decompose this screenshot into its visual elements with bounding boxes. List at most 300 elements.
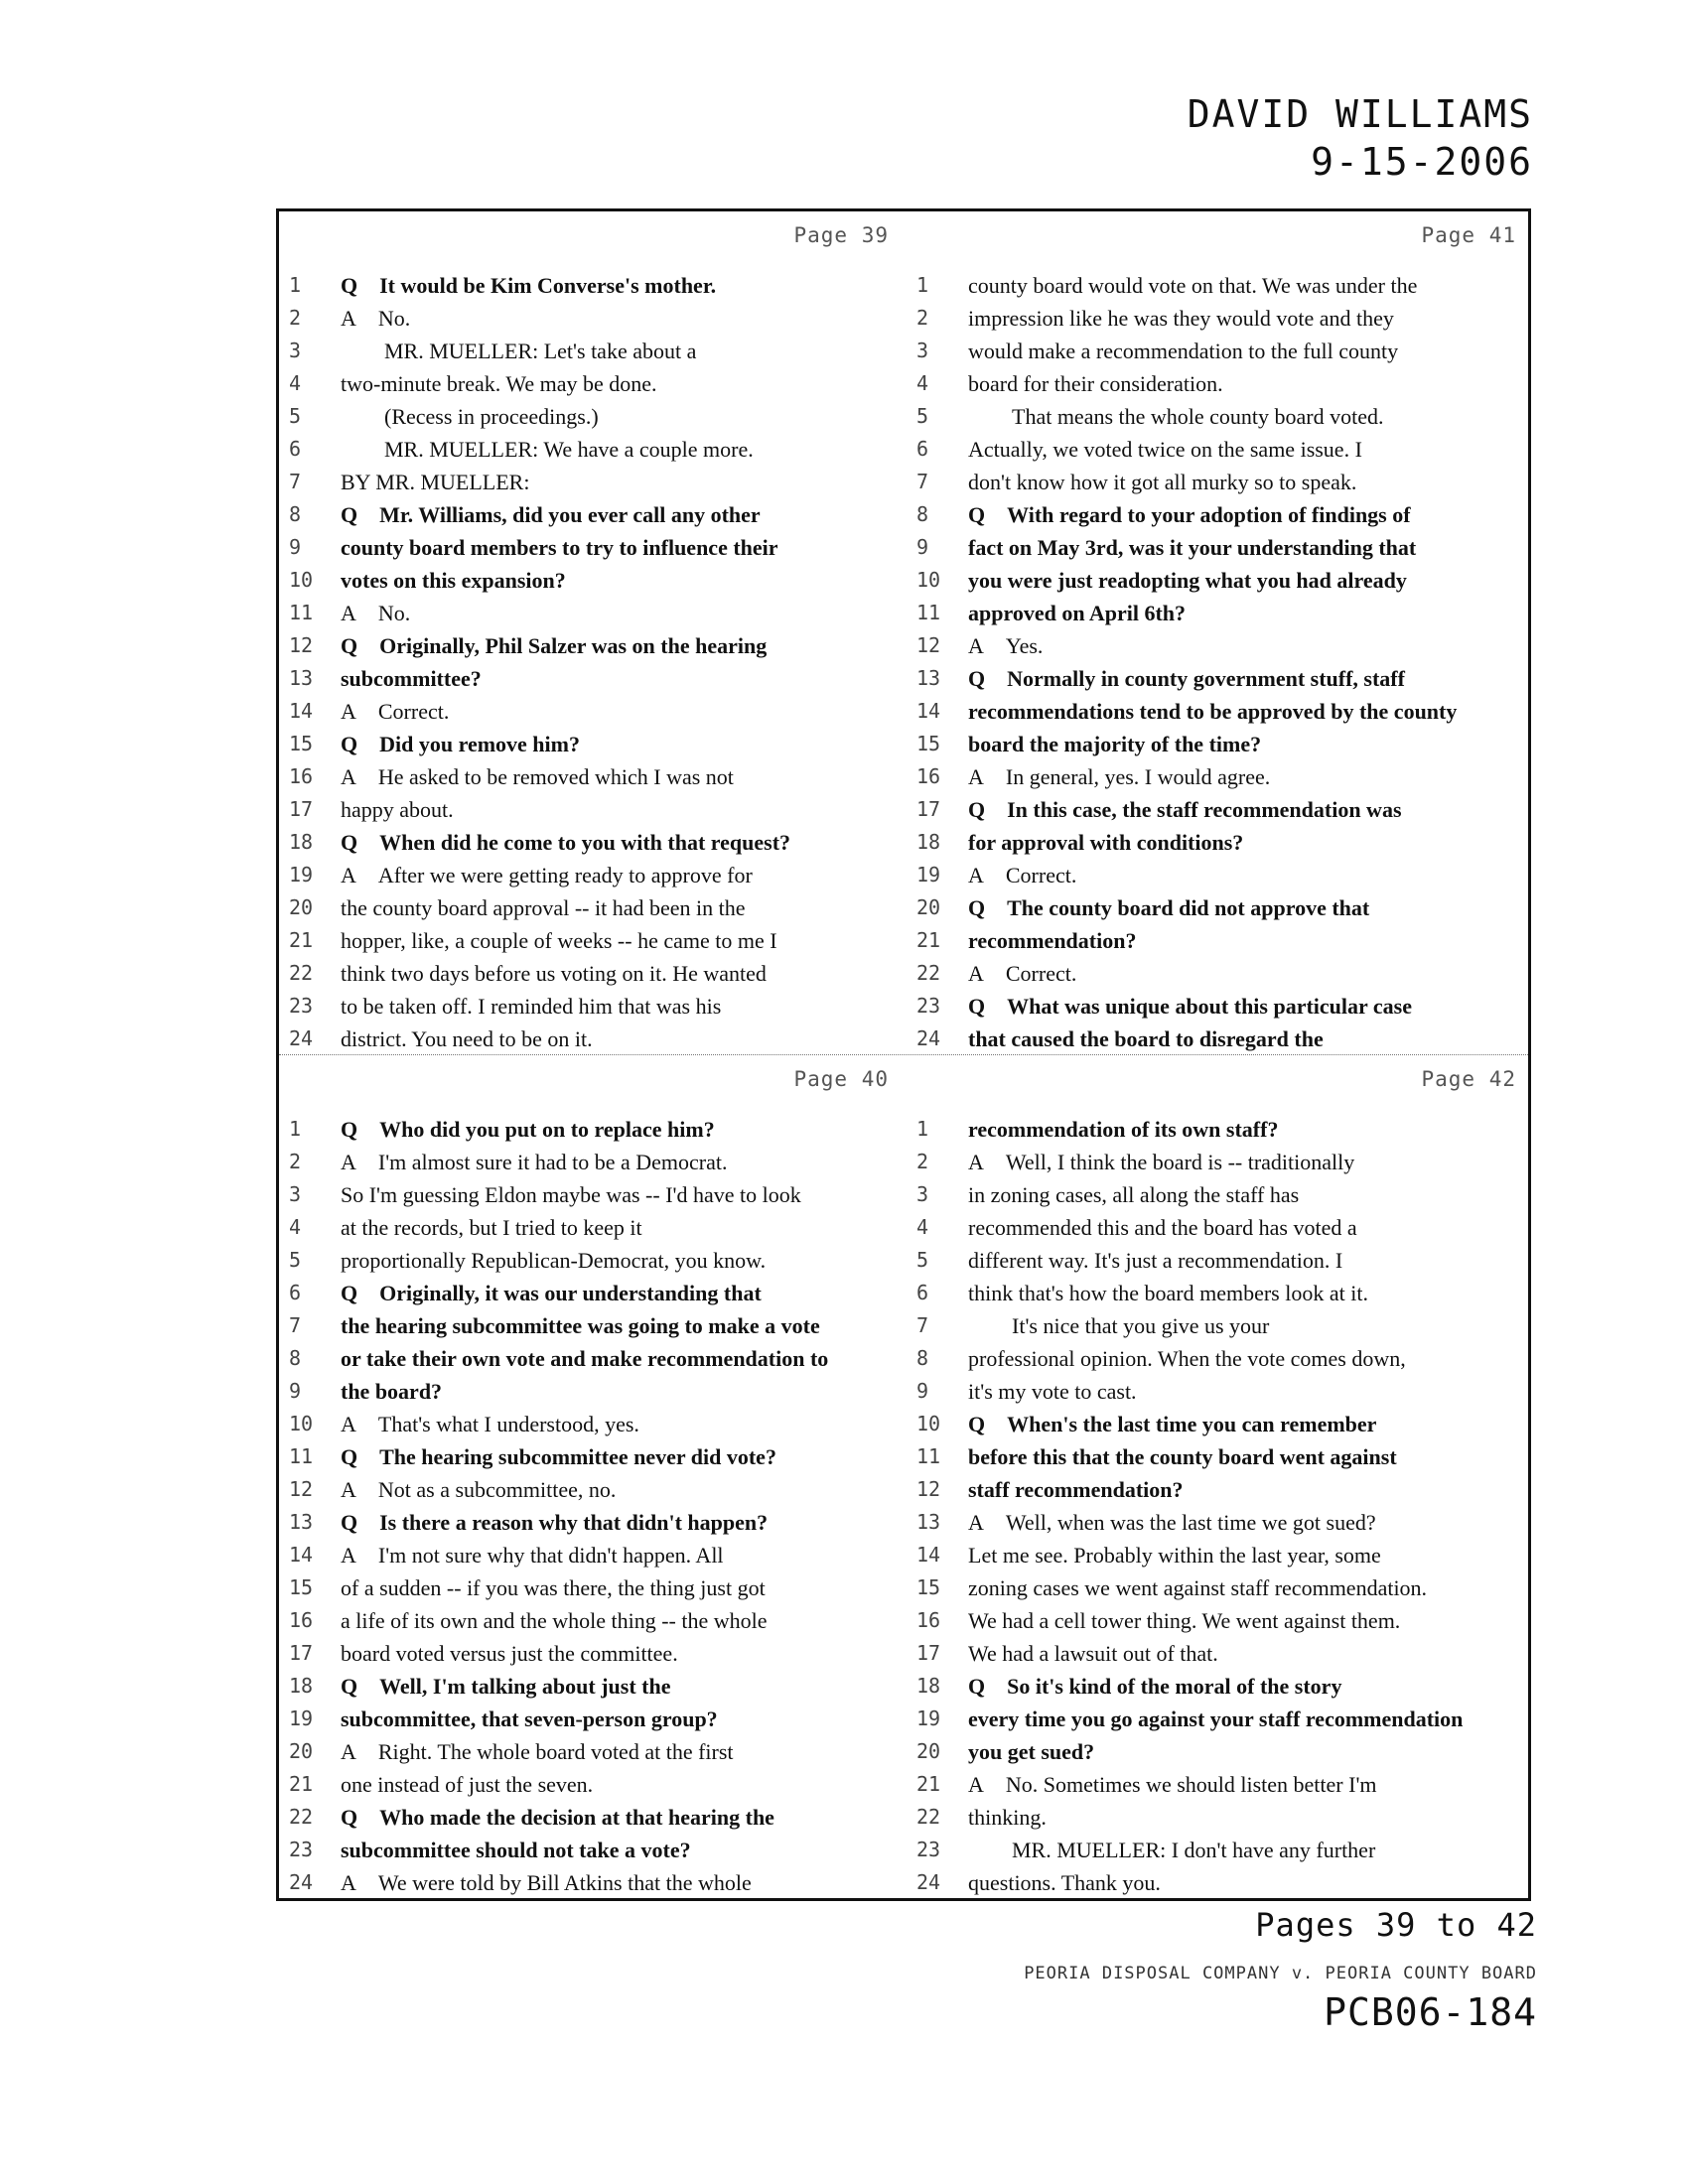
line-number: 21 — [916, 928, 941, 952]
line-text: every time you go against your staff recommendation — [968, 1706, 1464, 1731]
line-text: board the majority of the time? — [968, 732, 1262, 756]
line-text: think two days before us voting on it. He wanted — [341, 961, 767, 986]
line-text: Q Mr. Williams, did you ever call any other — [341, 502, 761, 527]
line-number: 2 — [916, 1150, 929, 1173]
line-text: A We were told by Bill Atkins that the whole — [341, 1870, 752, 1895]
line-text: before this that the county board went against — [968, 1444, 1397, 1469]
transcript-page-40 — [279, 1055, 907, 1899]
line-text: for approval with conditions? — [968, 830, 1244, 855]
line-number: 4 — [289, 1215, 302, 1239]
transcript-line — [279, 1023, 907, 1055]
line-text: proportionally Republican-Democrat, you know. — [341, 1248, 767, 1273]
line-number: 14 — [289, 1543, 314, 1567]
line-text: It's nice that you give us your — [968, 1313, 1270, 1338]
line-number: 24 — [916, 1870, 941, 1894]
line-number: 1 — [289, 1117, 302, 1141]
line-number: 14 — [916, 1543, 941, 1567]
line-text: A He asked to be removed which I was not — [341, 764, 734, 789]
line-text: A Well, when was the last time we got sued? — [968, 1510, 1376, 1535]
line-number: 19 — [916, 1706, 941, 1730]
line-number: 3 — [916, 339, 929, 362]
case-number: PCB06-184 — [1324, 1990, 1537, 2034]
line-number: 12 — [289, 633, 314, 657]
line-text: Q Who did you put on to replace him? — [341, 1117, 715, 1142]
line-number: 11 — [916, 1444, 941, 1468]
line-number: 18 — [916, 1674, 941, 1698]
transcript-line — [279, 335, 907, 367]
line-text: Q Originally, it was our understanding that — [341, 1281, 762, 1305]
transcript-line — [279, 531, 907, 564]
transcript-lines — [279, 1113, 907, 1899]
line-text: at the records, but I tried to keep it — [341, 1215, 642, 1240]
line-text: that caused the board to disregard the — [968, 1026, 1324, 1051]
line-text: think that's how the board members look at it. — [968, 1281, 1368, 1305]
line-number: 6 — [289, 1281, 302, 1304]
transcript-page-39 — [279, 211, 907, 1055]
line-number: 22 — [916, 961, 941, 985]
transcript-line — [907, 1146, 1534, 1178]
transcript-line — [279, 891, 907, 924]
line-number: 7 — [289, 470, 302, 493]
line-number: 8 — [916, 1346, 929, 1370]
line-number: 12 — [916, 633, 941, 657]
transcript-line — [907, 891, 1534, 924]
line-text: board voted versus just the committee. — [341, 1641, 678, 1666]
transcript-line — [907, 1023, 1534, 1055]
transcript-line — [907, 990, 1534, 1023]
line-number: 4 — [289, 371, 302, 395]
transcript-line — [907, 1375, 1534, 1408]
line-text: district. You need to be on it. — [341, 1026, 593, 1051]
transcript-line — [279, 990, 907, 1023]
line-number: 17 — [289, 1641, 314, 1665]
line-number: 23 — [289, 994, 314, 1018]
transcript-line — [907, 433, 1534, 466]
line-text: A I'm almost sure it had to be a Democrat. — [341, 1150, 728, 1174]
transcript-line — [907, 1670, 1534, 1703]
line-text: Q Is there a reason why that didn't happen? — [341, 1510, 769, 1535]
transcript-line — [907, 1539, 1534, 1571]
line-number: 16 — [916, 1608, 941, 1632]
transcript-line — [279, 1703, 907, 1735]
line-text: Q When's the last time you can remember — [968, 1412, 1377, 1436]
line-number: 13 — [289, 1510, 314, 1534]
transcript-line — [279, 1506, 907, 1539]
line-number: 7 — [916, 1313, 929, 1337]
transcript-line — [279, 498, 907, 531]
line-number: 14 — [916, 699, 941, 723]
transcript-line — [279, 695, 907, 728]
line-number: 17 — [289, 797, 314, 821]
line-number: 11 — [916, 601, 941, 624]
line-text: A I'm not sure why that didn't happen. All — [341, 1543, 724, 1568]
line-number: 9 — [289, 1379, 302, 1403]
transcript-line — [907, 269, 1534, 302]
deposition-date: 9-15-2006 — [1311, 140, 1533, 184]
line-number: 5 — [916, 1248, 929, 1272]
transcript-line — [907, 793, 1534, 826]
line-text: professional opinion. When the vote comes down, — [968, 1346, 1406, 1371]
line-text: (Recess in proceedings.) — [341, 404, 599, 429]
transcript-line — [907, 1834, 1534, 1866]
transcript-line — [279, 1342, 907, 1375]
line-number: 1 — [289, 273, 302, 297]
transcript-frame — [276, 208, 1531, 1901]
transcript-line — [279, 1375, 907, 1408]
line-number: 20 — [916, 895, 941, 919]
line-number: 23 — [916, 1838, 941, 1861]
line-number: 7 — [289, 1313, 302, 1337]
transcript-line — [907, 629, 1534, 662]
line-number: 2 — [916, 306, 929, 330]
transcript-line — [279, 466, 907, 498]
transcript-line — [907, 466, 1534, 498]
line-number: 18 — [289, 830, 314, 854]
line-text: hopper, like, a couple of weeks -- he came to me I — [341, 928, 777, 953]
line-number: 22 — [289, 1805, 314, 1829]
transcript-line — [279, 1539, 907, 1571]
transcript-line — [279, 367, 907, 400]
transcript-line — [279, 793, 907, 826]
transcript-line — [907, 1637, 1534, 1670]
line-number: 15 — [289, 1575, 314, 1599]
transcript-line — [279, 1571, 907, 1604]
transcript-line — [279, 564, 907, 597]
transcript-line — [279, 1473, 907, 1506]
line-number: 3 — [289, 1182, 302, 1206]
line-number: 12 — [289, 1477, 314, 1501]
transcript-line — [279, 728, 907, 760]
line-text: A Well, I think the board is -- traditionally — [968, 1150, 1355, 1174]
line-text: the hearing subcommittee was going to make a vote — [341, 1313, 820, 1338]
line-text: subcommittee? — [341, 666, 482, 691]
line-number: 14 — [289, 699, 314, 723]
transcript-line — [279, 1277, 907, 1309]
line-text: votes on this expansion? — [341, 568, 566, 593]
line-number: 5 — [289, 1248, 302, 1272]
line-text: So I'm guessing Eldon maybe was -- I'd have to look — [341, 1182, 801, 1207]
line-text: Q Normally in county government stuff, staff — [968, 666, 1405, 691]
line-text: recommendation of its own staff? — [968, 1117, 1279, 1142]
case-caption: PEORIA DISPOSAL COMPANY v. PEORIA COUNTY BOARD — [1024, 1964, 1537, 1983]
line-number: 24 — [289, 1026, 314, 1050]
transcript-line — [907, 662, 1534, 695]
line-number: 11 — [289, 1444, 314, 1468]
line-number: 10 — [289, 568, 314, 592]
transcript-line — [907, 1571, 1534, 1604]
transcript-line — [279, 1244, 907, 1277]
line-number: 24 — [289, 1870, 314, 1894]
line-number: 4 — [916, 371, 929, 395]
line-text: Q When did he come to you with that request? — [341, 830, 791, 855]
line-text: approved on April 6th? — [968, 601, 1187, 625]
transcript-line — [279, 269, 907, 302]
line-number: 13 — [916, 666, 941, 690]
page-divider — [279, 1054, 1528, 1055]
transcript-line — [907, 1801, 1534, 1834]
transcript-line — [279, 433, 907, 466]
line-number: 15 — [916, 1575, 941, 1599]
transcript-line — [907, 1244, 1534, 1277]
line-text: impression like he was they would vote and they — [968, 306, 1394, 331]
line-text: recommendation? — [968, 928, 1137, 953]
line-number: 20 — [289, 1739, 314, 1763]
line-text: county board members to try to influence their — [341, 535, 778, 560]
line-number: 16 — [289, 1608, 314, 1632]
page-header: Page 40 — [793, 1067, 889, 1091]
line-text: Q Did you remove him? — [341, 732, 580, 756]
line-number: 10 — [916, 1412, 941, 1435]
line-number: 21 — [289, 1772, 314, 1796]
line-number: 8 — [289, 502, 302, 526]
line-text: MR. MUELLER: Let's take about a — [341, 339, 697, 363]
transcript-line — [907, 826, 1534, 859]
line-text: zoning cases we went against staff recommendation. — [968, 1575, 1428, 1600]
line-text: Q So it's kind of the moral of the story — [968, 1674, 1342, 1699]
transcript-line — [907, 1277, 1534, 1309]
line-number: 5 — [289, 404, 302, 428]
line-text: don't know how it got all murky so to speak. — [968, 470, 1357, 494]
transcript-line — [907, 1768, 1534, 1801]
line-number: 13 — [916, 1510, 941, 1534]
line-number: 23 — [289, 1838, 314, 1861]
line-number: 18 — [289, 1674, 314, 1698]
transcript-line — [907, 1604, 1534, 1637]
line-text: subcommittee, that seven-person group? — [341, 1706, 718, 1731]
line-text: Q It would be Kim Converse's mother. — [341, 273, 717, 298]
line-number: 9 — [289, 535, 302, 559]
line-number: 1 — [916, 1117, 929, 1141]
transcript-line — [907, 367, 1534, 400]
line-text: thinking. — [968, 1805, 1047, 1830]
transcript-lines — [907, 269, 1534, 1055]
line-text: Q Well, I'm talking about just the — [341, 1674, 671, 1699]
line-text: Q With regard to your adoption of findings of — [968, 502, 1411, 527]
transcript-line — [907, 498, 1534, 531]
line-text: Let me see. Probably within the last year, some — [968, 1543, 1381, 1568]
line-number: 16 — [289, 764, 314, 788]
line-text: Actually, we voted twice on the same issue. I — [968, 437, 1362, 462]
transcript-line — [279, 1113, 907, 1146]
transcript-line — [907, 1506, 1534, 1539]
transcript-line — [279, 1408, 907, 1440]
line-number: 15 — [916, 732, 941, 755]
line-number: 7 — [916, 470, 929, 493]
line-text: it's my vote to cast. — [968, 1379, 1137, 1404]
line-number: 18 — [916, 830, 941, 854]
line-text: Q What was unique about this particular case — [968, 994, 1412, 1019]
line-text: a life of its own and the whole thing -- the whole — [341, 1608, 768, 1633]
line-text: the county board approval -- it had been in the — [341, 895, 746, 920]
page-range: Pages 39 to 42 — [1255, 1906, 1537, 1944]
transcript-line — [907, 1211, 1534, 1244]
line-text: recommendations tend to be approved by the county — [968, 699, 1458, 724]
transcript-line — [279, 1440, 907, 1473]
transcript-line — [279, 1604, 907, 1637]
line-text: We had a cell tower thing. We went against them. — [968, 1608, 1401, 1633]
line-text: you get sued? — [968, 1739, 1095, 1764]
transcript-line — [279, 924, 907, 957]
transcript-line — [907, 1342, 1534, 1375]
transcript-line — [907, 1866, 1534, 1899]
witness-name: DAVID WILLIAMS — [1187, 92, 1533, 136]
line-text: county board would vote on that. We was under the — [968, 273, 1418, 298]
page-header: Page 39 — [793, 223, 889, 247]
transcript-line — [279, 1178, 907, 1211]
line-text: A No. — [341, 306, 411, 331]
transcript-line — [907, 924, 1534, 957]
line-text: A In general, yes. I would agree. — [968, 764, 1271, 789]
transcript-line — [279, 1309, 907, 1342]
line-text: Q Originally, Phil Salzer was on the hearing — [341, 633, 768, 658]
line-text: one instead of just the seven. — [341, 1772, 594, 1797]
line-text: Q In this case, the staff recommendation was — [968, 797, 1402, 822]
line-number: 13 — [289, 666, 314, 690]
line-text: A Correct. — [968, 961, 1077, 986]
transcript-line — [907, 728, 1534, 760]
transcript-line — [907, 1408, 1534, 1440]
line-text: MR. MUELLER: We have a couple more. — [341, 437, 754, 462]
line-number: 20 — [916, 1739, 941, 1763]
transcript-line — [907, 957, 1534, 990]
line-text: BY MR. MUELLER: — [341, 470, 530, 494]
line-number: 3 — [916, 1182, 929, 1206]
line-text: to be taken off. I reminded him that was his — [341, 994, 722, 1019]
line-text: recommended this and the board has voted a — [968, 1215, 1357, 1240]
transcript-page-42 — [907, 1055, 1534, 1899]
line-number: 16 — [916, 764, 941, 788]
page-header: Page 41 — [1421, 223, 1516, 247]
transcript-line — [907, 531, 1534, 564]
line-number: 9 — [916, 1379, 929, 1403]
line-text: fact on May 3rd, was it your understanding that — [968, 535, 1417, 560]
line-number: 21 — [916, 1772, 941, 1796]
transcript-line — [279, 1670, 907, 1703]
transcript-line — [279, 1834, 907, 1866]
transcript-line — [279, 1801, 907, 1834]
line-text: two-minute break. We may be done. — [341, 371, 657, 396]
line-text: A No. — [341, 601, 411, 625]
line-text: would make a recommendation to the full county — [968, 339, 1399, 363]
line-number: 19 — [289, 1706, 314, 1730]
transcript-line — [279, 859, 907, 891]
transcript-line — [279, 1866, 907, 1899]
line-text: A No. Sometimes we should listen better I'm — [968, 1772, 1377, 1797]
line-text: Q The hearing subcommittee never did vote? — [341, 1444, 776, 1469]
transcript-line — [907, 1473, 1534, 1506]
line-text: you were just readopting what you had already — [968, 568, 1407, 593]
line-text: different way. It's just a recommendation. I — [968, 1248, 1343, 1273]
line-number: 11 — [289, 601, 314, 624]
line-number: 21 — [289, 928, 314, 952]
line-number: 17 — [916, 1641, 941, 1665]
transcript-lines — [907, 1113, 1534, 1899]
line-number: 1 — [916, 273, 929, 297]
line-text: happy about. — [341, 797, 454, 822]
transcript-line — [907, 1703, 1534, 1735]
line-text: A Not as a subcommittee, no. — [341, 1477, 617, 1502]
line-text: A That's what I understood, yes. — [341, 1412, 639, 1436]
line-text: staff recommendation? — [968, 1477, 1184, 1502]
transcript-line — [907, 1113, 1534, 1146]
line-text: in zoning cases, all along the staff has — [968, 1182, 1300, 1207]
line-text: MR. MUELLER: I don't have any further — [968, 1838, 1376, 1862]
line-number: 24 — [916, 1026, 941, 1050]
transcript-page-41 — [907, 211, 1534, 1055]
line-text: questions. Thank you. — [968, 1870, 1161, 1895]
transcript-line — [907, 564, 1534, 597]
line-number: 3 — [289, 339, 302, 362]
line-text: A Right. The whole board voted at the first — [341, 1739, 734, 1764]
transcript-line — [907, 760, 1534, 793]
line-number: 8 — [916, 502, 929, 526]
line-text: We had a lawsuit out of that. — [968, 1641, 1218, 1666]
line-number: 10 — [916, 568, 941, 592]
line-number: 19 — [289, 863, 314, 887]
transcript-line — [279, 957, 907, 990]
line-number: 19 — [916, 863, 941, 887]
transcript-line — [279, 1735, 907, 1768]
line-number: 15 — [289, 732, 314, 755]
line-number: 5 — [916, 404, 929, 428]
line-text: A Correct. — [341, 699, 450, 724]
line-text: A Correct. — [968, 863, 1077, 887]
line-text: Q The county board did not approve that — [968, 895, 1370, 920]
line-number: 22 — [916, 1805, 941, 1829]
transcript-line — [907, 335, 1534, 367]
transcript-line — [279, 629, 907, 662]
transcript-line — [279, 1768, 907, 1801]
transcript-line — [279, 760, 907, 793]
transcript-line — [907, 1440, 1534, 1473]
transcript-line — [907, 859, 1534, 891]
line-number: 2 — [289, 1150, 302, 1173]
transcript-line — [907, 695, 1534, 728]
transcript-line — [279, 1637, 907, 1670]
line-text: Q Who made the decision at that hearing the — [341, 1805, 774, 1830]
transcript-line — [279, 302, 907, 335]
line-number: 6 — [916, 1281, 929, 1304]
line-text: of a sudden -- if you was there, the thing just got — [341, 1575, 766, 1600]
line-number: 17 — [916, 797, 941, 821]
line-number: 10 — [289, 1412, 314, 1435]
transcript-line — [907, 400, 1534, 433]
transcript-line — [279, 1146, 907, 1178]
transcript-line — [907, 1178, 1534, 1211]
page-header: Page 42 — [1421, 1067, 1516, 1091]
transcript-line — [907, 597, 1534, 629]
line-number: 12 — [916, 1477, 941, 1501]
line-text: board for their consideration. — [968, 371, 1223, 396]
transcript-line — [279, 1211, 907, 1244]
line-number: 22 — [289, 961, 314, 985]
transcript-line — [907, 1309, 1534, 1342]
line-text: A Yes. — [968, 633, 1044, 658]
line-text: That means the whole county board voted. — [968, 404, 1384, 429]
line-number: 20 — [289, 895, 314, 919]
line-number: 4 — [916, 1215, 929, 1239]
line-text: or take their own vote and make recommendation to — [341, 1346, 829, 1371]
transcript-line — [907, 302, 1534, 335]
line-text: subcommittee should not take a vote? — [341, 1838, 691, 1862]
transcript-line — [279, 400, 907, 433]
line-number: 6 — [289, 437, 302, 461]
line-number: 8 — [289, 1346, 302, 1370]
line-text: the board? — [341, 1379, 443, 1404]
transcript-line — [907, 1735, 1534, 1768]
transcript-lines — [279, 269, 907, 1055]
line-number: 2 — [289, 306, 302, 330]
